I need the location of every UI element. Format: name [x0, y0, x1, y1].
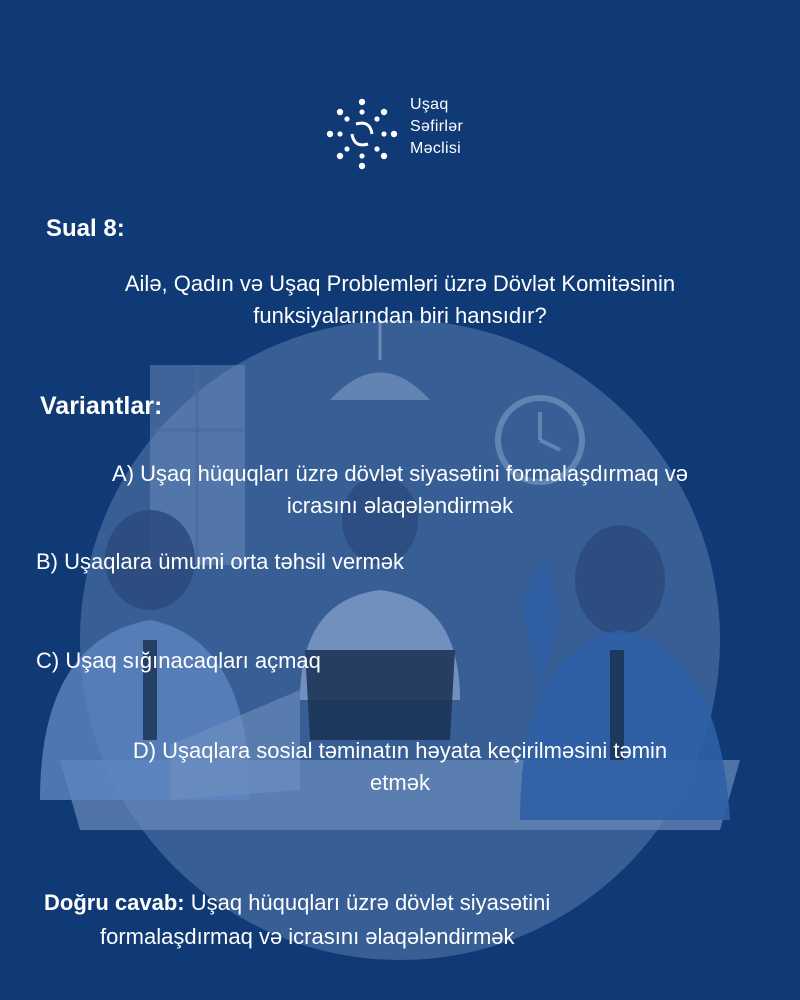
option-a-line-2: icrasını əlaqələndirmək	[286, 493, 514, 518]
logo-line-2: Səfirlər	[410, 118, 464, 135]
option-d	[30, 735, 770, 799]
correct-answer-line-2: formalaşdırmaq və icrasını əlaqələndirmək	[100, 924, 515, 949]
logo-line-3: Məclisi	[410, 140, 461, 157]
question-line-1: Ailə, Qadın və Uşaq Problemləri üzrə Dövlət Komitəsinin	[124, 271, 676, 296]
option-a-line-1: A) Uşaq hüquqları üzrə dövlət siyasətini formalaşdırmaq və	[112, 461, 688, 486]
question-text	[40, 268, 760, 332]
option-a	[30, 458, 770, 522]
correct-answer-label: Doğru cavab:	[44, 890, 185, 915]
option-c: C) Uşaq sığınacaqları açmaq	[36, 648, 321, 673]
question-label: Sual 8:	[46, 215, 125, 242]
option-d-line-1: D) Uşaqlara sosial təminatın həyata keçirilməsini təmin	[132, 738, 668, 763]
logo	[322, 94, 492, 174]
correct-answer-line-1: Uşaq hüquqları üzrə dövlət siyasətini	[190, 890, 551, 915]
option-d-line-2: etmək	[370, 770, 430, 795]
question-line-2: funksiyalarından biri hansıdır?	[253, 303, 547, 328]
sunburst-dots-icon	[322, 94, 402, 174]
correct-answer	[44, 886, 784, 954]
option-b: B) Uşaqlara ümumi orta təhsil vermək	[36, 549, 405, 574]
logo-line-1: Uşaq	[410, 96, 449, 113]
variants-heading: Variantlar:	[40, 392, 163, 420]
